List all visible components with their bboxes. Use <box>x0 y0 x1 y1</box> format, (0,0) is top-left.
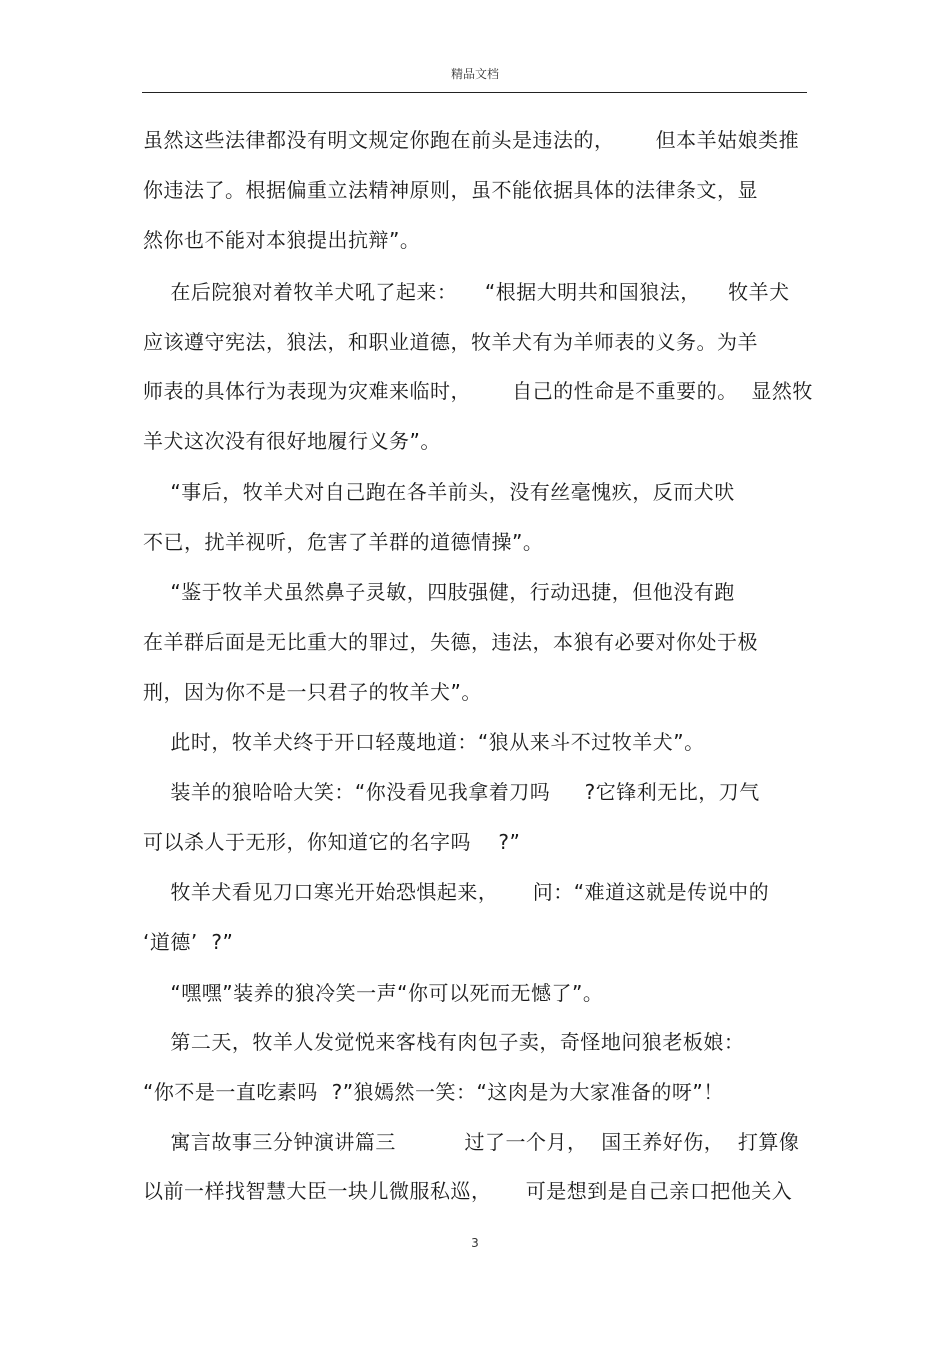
page-header: 精品文档 <box>450 67 499 81</box>
text-line: 你违法了。根据偏重立法精神原则，虽不能依据具体的法律条文，显 <box>143 178 758 202</box>
text-line: 师表的具体行为表现为灾难来临时， 自己的性命是不重要的。 显然牧 <box>143 379 813 403</box>
header-divider <box>142 92 807 93</box>
text-line: 刑，因为你不是一只君子的牧羊犬”。 <box>143 680 482 704</box>
text-line: 不已，扰羊视听，危害了羊群的道德情操”。 <box>143 530 544 554</box>
text-line: 在后院狼对着牧羊犬吼了起来： “根据大明共和国狼法， 牧羊犬 <box>143 280 790 304</box>
text-line: 以前一样找智慧大臣一块儿微服私巡， 可是想到是自己亲口把他关入 <box>143 1179 793 1203</box>
text-line: 此时，牧羊犬终于开口轻蔑地道：“狼从来斗不过牧羊犬”。 <box>143 730 705 754</box>
text-line: “嘿嘿”装养的狼冷笑一声“你可以死而无憾了”。 <box>143 981 604 1005</box>
text-line: ‘道德’ ?” <box>143 930 234 954</box>
page-number: 3 <box>471 1236 479 1250</box>
text-line: 应该遵守宪法，狼法，和职业道德，牧羊犬有为羊师表的义务。为羊 <box>143 330 758 354</box>
text-line: “鉴于牧羊犬虽然鼻子灵敏，四肢强健，行动迅捷，但他没有跑 <box>143 580 735 604</box>
text-line: 可以杀人于无形，你知道它的名字吗 ?” <box>143 830 521 854</box>
text-line: 牧羊犬看见刀口寒光开始恐惧起来， 问：“难道这就是传说中的 <box>143 880 770 904</box>
text-line: “你不是一直吃素吗 ?”狼嫣然一笑：“这肉是为大家准备的呀”！ <box>143 1080 724 1104</box>
text-line: 然你也不能对本狼提出抗辩”。 <box>143 228 421 252</box>
text-line: “事后，牧羊犬对自己跑在各羊前头，没有丝毫愧疚，反而犬吠 <box>143 480 735 504</box>
text-line: 在羊群后面是无比重大的罪过，失德，违法，本狼有必要对你处于极 <box>143 630 758 654</box>
text-line: 羊犬这次没有很好地履行义务”。 <box>143 429 441 453</box>
text-line: 寓言故事三分钟演讲篇三 过了一个月， 国王养好伤， 打算像 <box>143 1130 800 1154</box>
text-line: 第二天，牧羊人发觉悦来客栈有肉包子卖，奇怪地问狼老板娘： <box>143 1030 745 1054</box>
text-line: 装羊的狼哈哈大笑：“你没看见我拿着刀吗 ?它锋利无比，刀气 <box>143 780 760 804</box>
text-line: 虽然这些法律都没有明文规定你跑在前头是违法的， 但本羊姑娘类推 <box>143 128 800 152</box>
